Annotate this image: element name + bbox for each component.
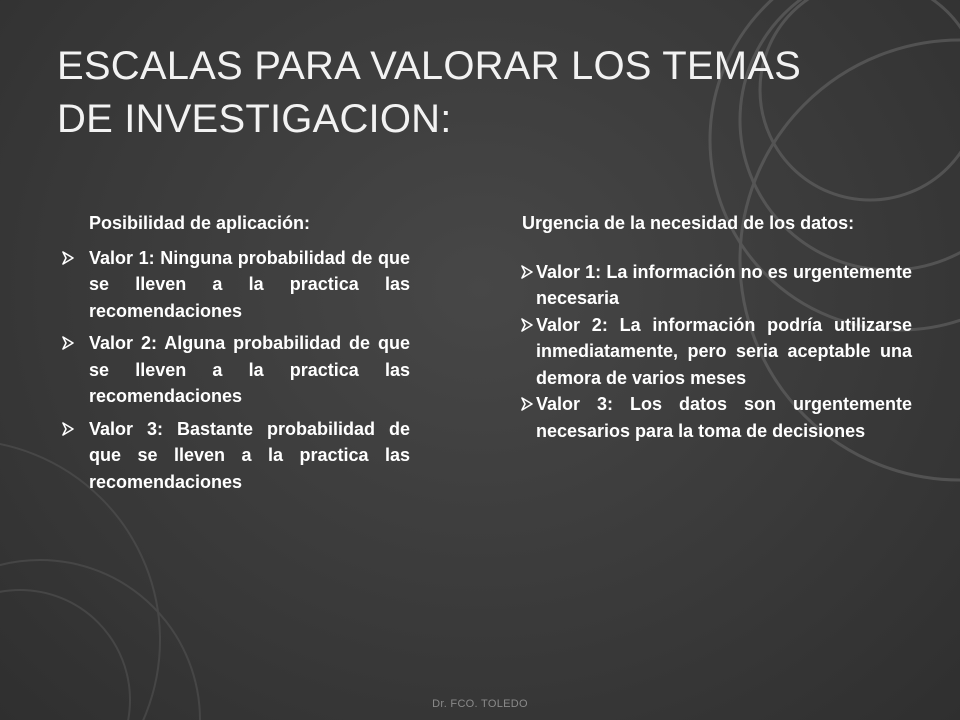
arrow-right-icon xyxy=(520,318,534,332)
left-heading: Posibilidad de aplicación: xyxy=(89,213,311,233)
list-item xyxy=(60,416,410,496)
right-heading: Urgencia de la necesidad de los datos: xyxy=(522,213,855,233)
list-item-text: Valor 2: La información podría utilizarse inmediatamente, pero seria aceptable una demora de varios meses xyxy=(536,314,912,388)
slide-title xyxy=(57,40,857,146)
title-line-2: DE INVESTIGACION: xyxy=(57,97,452,141)
left-bullet-list xyxy=(60,245,410,496)
list-item-text: Valor 1: La información no es urgentemente necesaria xyxy=(536,261,912,308)
arrow-right-icon xyxy=(520,265,534,279)
right-column xyxy=(522,210,912,444)
arrow-right-icon xyxy=(520,397,534,411)
arrow-right-icon xyxy=(61,422,75,436)
arrow-right-icon xyxy=(61,251,75,265)
title-line-1: ESCALAS PARA VALORAR LOS TEMAS xyxy=(57,44,802,88)
list-item-text: Valor 1: Ninguna probabilidad de que se lleven a la practica las recomendaciones xyxy=(89,247,410,321)
left-column xyxy=(60,210,410,495)
list-item xyxy=(522,391,912,444)
list-item-text: Valor 2: Alguna probabilidad de que se lleven a la practica las recomendaciones xyxy=(89,333,410,406)
list-item xyxy=(522,259,912,312)
list-item-text: Valor 3: Los datos son urgentemente necesarios para la toma de decisiones xyxy=(536,394,912,441)
right-bullet-list xyxy=(522,259,912,445)
list-item xyxy=(522,312,912,392)
slide-footer: Dr. FCO. TOLEDO xyxy=(432,698,528,710)
list-item-text: Valor 3: Bastante probabilidad de que se lleven a la practica las recomendaciones xyxy=(89,418,410,492)
list-item xyxy=(60,245,410,325)
list-item xyxy=(60,330,410,410)
arrow-right-icon xyxy=(61,336,75,350)
